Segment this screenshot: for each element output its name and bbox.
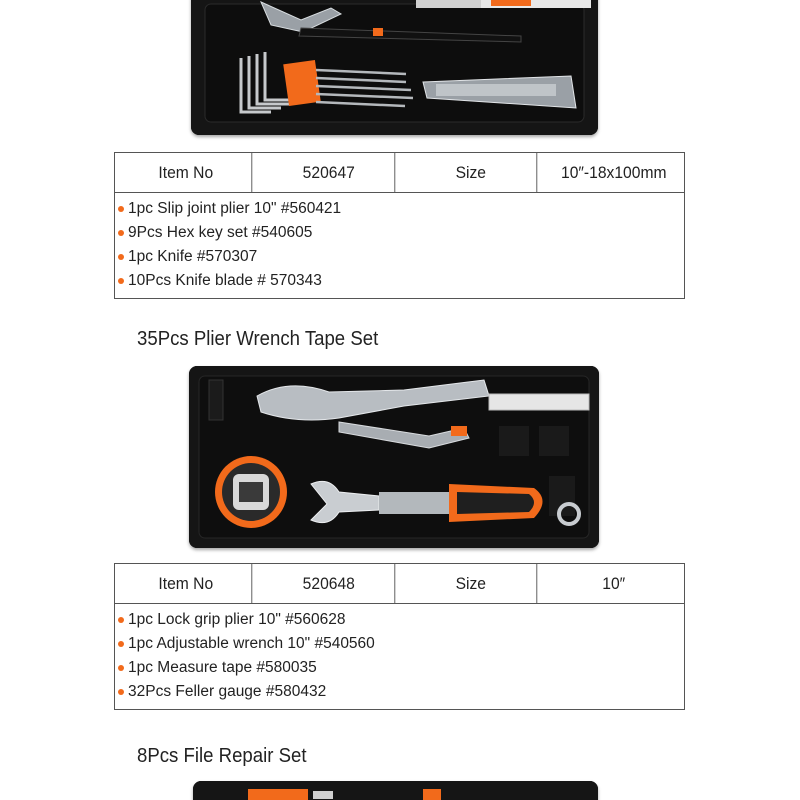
product-image-plier-wrench-tape-set: [189, 366, 599, 548]
spec-header-row: [115, 564, 684, 604]
list-item: 1pc Adjustable wrench 10" #540560: [118, 632, 684, 656]
list-item: 9Pcs Hex key set #540605: [118, 221, 684, 245]
set-title-file-repair: 8Pcs File Repair Set: [137, 745, 307, 767]
bullet-icon: [118, 641, 124, 647]
size-value: 10″: [601, 573, 625, 593]
spec-contents: [115, 604, 684, 709]
spec-table-520647: [114, 152, 685, 299]
list-item: 1pc Measure tape #580035: [118, 656, 684, 680]
bullet-icon: [118, 278, 124, 284]
set-title-plier-wrench-tape: 35Pcs Plier Wrench Tape Set: [137, 328, 379, 350]
item-no-value: 520648: [263, 564, 394, 603]
spec-contents: [115, 193, 684, 298]
bullet-icon: [118, 230, 124, 236]
bullet-icon: [118, 617, 124, 623]
size-label: Size: [406, 153, 537, 192]
bullet-icon: [118, 665, 124, 671]
item-no-label: Item No: [121, 564, 252, 603]
list-item: 10Pcs Knife blade # 570343: [118, 269, 684, 293]
list-item: 1pc Slip joint plier 10" #560421: [118, 197, 684, 221]
size-value: 10″-18x100mm: [560, 162, 667, 182]
list-item: 32Pcs Feller gauge #580432: [118, 680, 684, 704]
list-item: 1pc Knife #570307: [118, 245, 684, 269]
list-item: 1pc Lock grip plier 10" #560628: [118, 608, 684, 632]
spec-header-row: [115, 153, 684, 193]
size-label: Size: [406, 564, 537, 603]
spec-table-520648: [114, 563, 685, 710]
bullet-icon: [118, 254, 124, 260]
product-image-file-repair-set: [193, 781, 598, 800]
product-image-slip-plier-set: [191, 0, 598, 135]
bullet-icon: [118, 206, 124, 212]
item-no-value: 520647: [263, 153, 394, 192]
bullet-icon: [118, 689, 124, 695]
item-no-label: Item No: [121, 153, 252, 192]
